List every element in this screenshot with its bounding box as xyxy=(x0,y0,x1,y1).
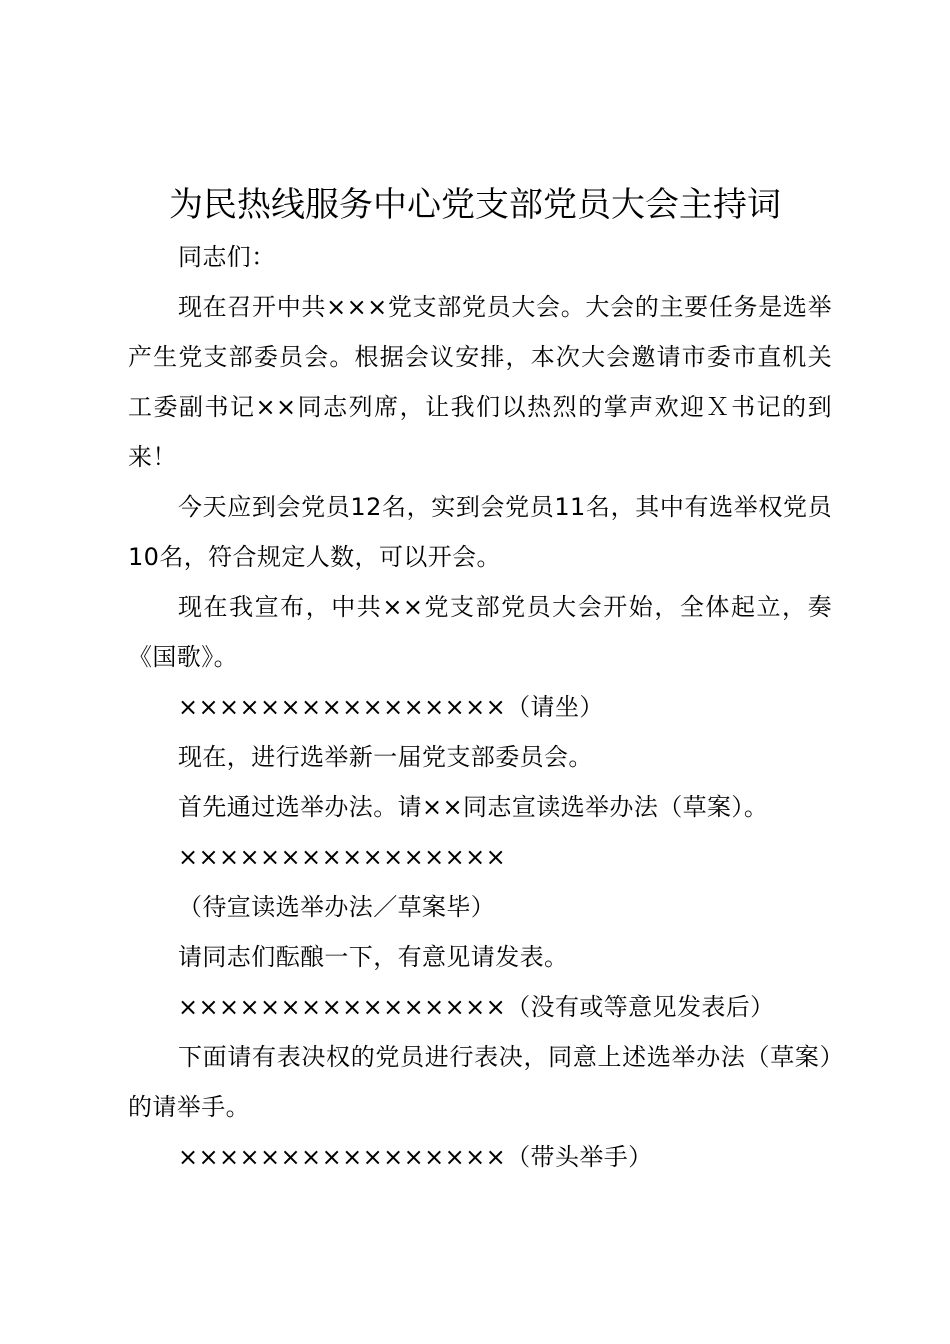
paragraph-vote: 下面请有表决权的党员进行表决，同意上述选举办法（草案）的请举手。 xyxy=(128,1043,832,1121)
paragraph-reading-done: （待宣读选举办法／草案毕） xyxy=(178,893,496,921)
paragraph-discussion: 请同志们酝酿一下，有意见请发表。 xyxy=(178,943,569,971)
paragraph-election-start: 现在，进行选举新一届党支部委员会。 xyxy=(178,743,593,771)
document-title: 为民热线服务中心党支部党员大会主持词 xyxy=(169,185,781,225)
paragraph-placeholder: ×××××××××××××××× xyxy=(178,843,507,871)
paragraph-greeting: 同志们： xyxy=(178,243,276,271)
paragraph-announcement: 现在我宣布，中共××党支部党员大会开始，全体起立，奏《国歌》。 xyxy=(128,593,832,671)
paragraph-please-sit: ××××××××××××××××（请坐） xyxy=(178,693,604,721)
paragraph-raise-hands: ××××××××××××××××（带头举手） xyxy=(178,1143,653,1171)
paragraph-opening: 现在召开中共×××党支部党员大会。大会的主要任务是选举产生党支部委员会。根据会议安排，本次大会邀请市委市直机关工委副书记××同志列席，让我们以热烈的掌声欢迎Ｘ书记的到来！ xyxy=(128,293,832,471)
paragraph-election-method: 首先通过选举办法。请××同志宣读选举办法（草案）。 xyxy=(178,793,769,821)
document-body xyxy=(128,232,832,1182)
paragraph-after-opinions: ××××××××××××××××（没有或等意见发表后） xyxy=(178,993,775,1021)
paragraph-attendance: 今天应到会党员12名，实到会党员11名，其中有选举权党员10名，符合规定人数，可以开会。 xyxy=(128,493,832,571)
